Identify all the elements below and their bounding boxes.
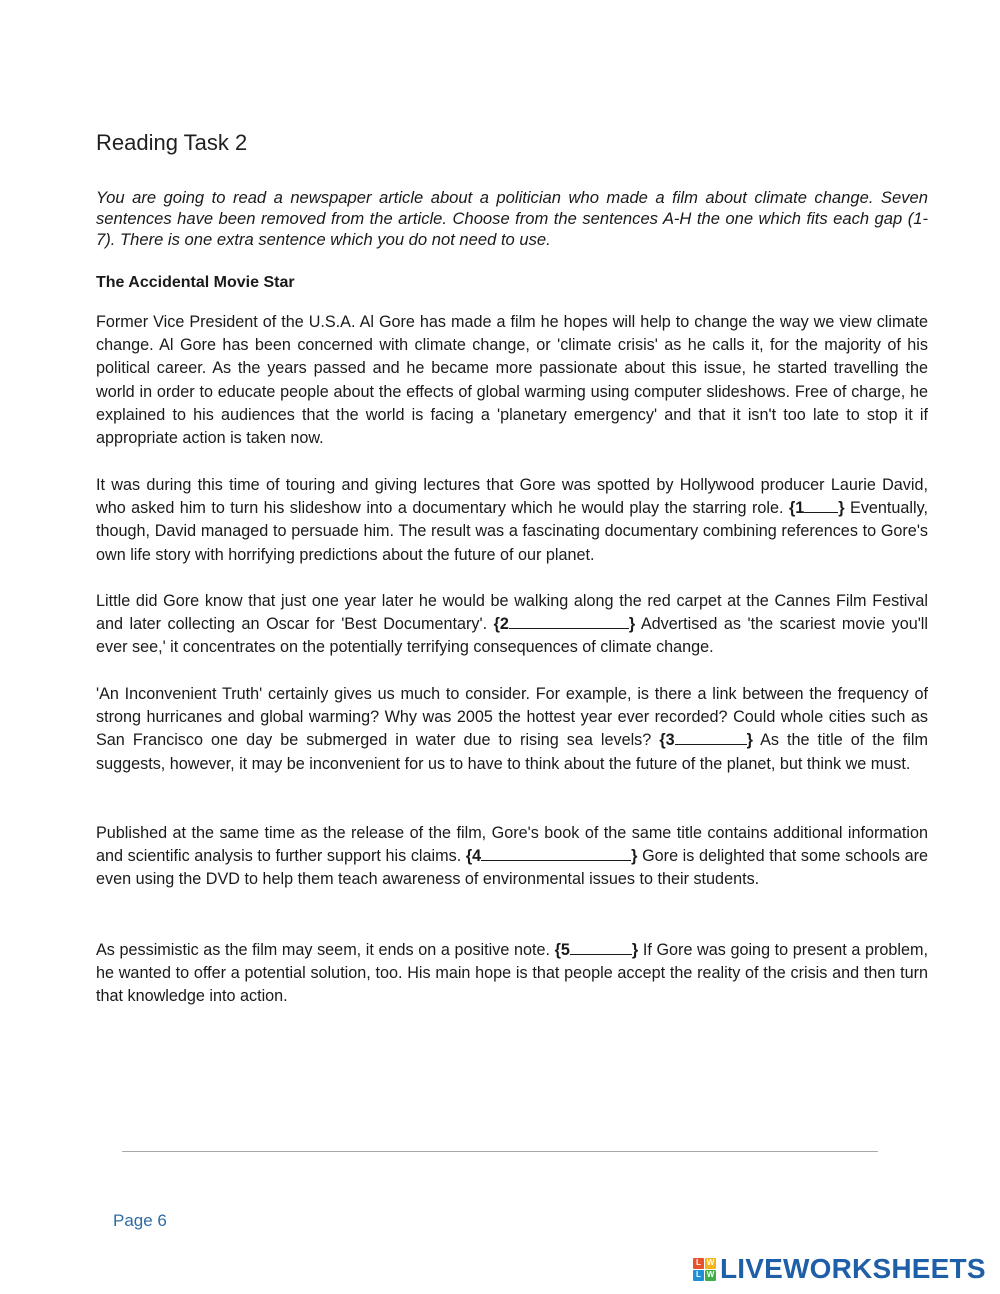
- footer-divider: [122, 1151, 878, 1152]
- logo-tile: L: [693, 1270, 704, 1281]
- gap-2-blank[interactable]: [509, 614, 629, 629]
- article-title: The Accidental Movie Star: [96, 274, 295, 291]
- article-paragraph-1: [96, 311, 928, 450]
- paragraph-text: Little did Gore know that just one year later he would be walking along the red carpet at the Cannes Film Festival and later collecting an Oscar for 'Best Documentary'.: [96, 592, 928, 634]
- liveworksheets-logo: [693, 1254, 986, 1284]
- paragraph-text: As the title of the film suggests, however, it may be inconvenient for us to have to think about the future of the planet, but think we must.: [96, 731, 928, 773]
- gap-5[interactable]: {5 }: [554, 941, 639, 959]
- paragraph-text: As pessimistic as the film may seem, it ends on a positive note.: [96, 941, 550, 959]
- article-paragraph-2: [96, 474, 928, 567]
- paragraph-text: Gore is delighted that some schools are even using the DVD to help them teach awareness of environmental issues to their students.: [96, 847, 929, 889]
- article-paragraph-5: [96, 822, 928, 892]
- gap-5-blank[interactable]: [570, 940, 632, 955]
- paragraph-text: Former Vice President of the U.S.A. Al Gore has made a film he hopes will help to change the way we view climate change. Al Gore has been concerned with climate change, or 'climate crisis' as he calls it, for the majority of his political career. As the years passed and he became more passionate about this issue, he started travelling the world in order to educate people about the effects of global warming using computer slideshows. Free of charge, he explained to his audiences that the world is facing a 'planetary emergency' and that it isn't too late to stop it if appropriate action is taken now.: [96, 313, 928, 448]
- logo-tile: W: [706, 1258, 715, 1267]
- gap-4-blank[interactable]: [481, 846, 631, 861]
- logo-tile: L: [693, 1258, 704, 1269]
- gap-4[interactable]: {4 }: [465, 847, 638, 866]
- article-paragraph-4: [96, 683, 928, 776]
- paragraph-text: Eventually, though, David managed to persuade him. The result was a fascinating documentary combining references to Gore's own life story with horrifying predictions about the future of our planet.: [96, 499, 929, 564]
- gap-1[interactable]: {1 }: [788, 499, 845, 518]
- gap-3-blank[interactable]: [675, 730, 747, 745]
- page-number: Page 6: [113, 1211, 167, 1230]
- logo-tile: W: [706, 1270, 715, 1279]
- paragraph-text: If Gore was going to present a problem, he wanted to offer a potential solution, too. His main hope is that people accept the reality of the crisis and then turn that knowledge into action.: [96, 941, 929, 1006]
- gap-1-blank[interactable]: [804, 498, 838, 513]
- brand-name: LIVEWORKSHEETS: [720, 1253, 986, 1284]
- paragraph-text: 'An Inconvenient Truth' certainly gives us much to consider. For example, is there a link between the frequency of strong hurricanes and global warming? Why was 2005 the hottest year ever recorded? Could whole cities such as San Francisco one day be submerged in water due to rising sea levels?: [96, 685, 928, 750]
- article-paragraph-3: [96, 590, 928, 660]
- instructions: You are going to read a newspaper article about a politician who made a film about climate change. Seven sentences have been removed from the article. Choose from the sentences A-H the one which fits each gap (1-7). There is one extra sentence which you do not need to use.: [96, 188, 928, 249]
- article-paragraph-6: [96, 939, 928, 1009]
- gap-3[interactable]: {3 }: [659, 731, 753, 750]
- liveworksheets-logo-icon: [693, 1258, 716, 1281]
- page-title: Reading Task 2: [96, 130, 248, 155]
- paragraph-text: It was during this time of touring and giving lectures that Gore was spotted by Hollywood producer Laurie David, who asked him to turn his slideshow into a documentary which he would play the starring role.: [96, 476, 928, 518]
- paragraph-text: Published at the same time as the release of the film, Gore's book of the same title contains additional information and scientific analysis to further support his claims.: [96, 824, 928, 866]
- paragraph-text: Advertised as 'the scariest movie you'll ever see,' it concentrates on the potentially terrifying consequences of climate change.: [96, 615, 928, 657]
- gap-2[interactable]: {2 }: [493, 615, 636, 634]
